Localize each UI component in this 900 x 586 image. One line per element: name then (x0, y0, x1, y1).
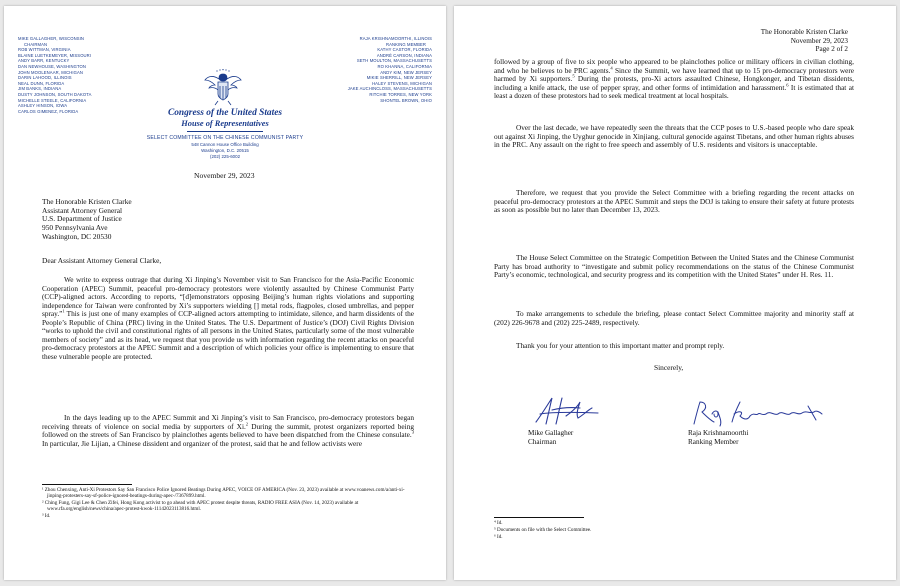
closing: Sincerely, (654, 363, 684, 372)
office-address-line: 548 Cannon House Office Building (191, 142, 259, 147)
letter-page-2 (454, 6, 896, 580)
footnotes-page-2 (494, 520, 854, 541)
footnote-6: ⁶ Id. (494, 533, 503, 540)
footnote-ref: 4 (610, 65, 613, 71)
office-city-line: Washington, D.C. 20515 (201, 147, 249, 153)
recipient-city: Washington, DC 20530 (42, 231, 112, 241)
committee-member-name: ROB WITTMAN, VIRGINIA (18, 47, 71, 53)
body-paragraph-continued (494, 58, 854, 101)
paragraph-text: It is estimated that at least a dozen of these protestors had to seek medical treatment at local hospitals. (494, 82, 854, 101)
signatory-right-title: Ranking Member (688, 437, 739, 446)
body-paragraph-7: Thank you for your attention to this important matter and prompt reply. (516, 341, 725, 350)
footnote-5: ⁵ Documents on file with the Select Committee. (494, 526, 592, 533)
committee-member-name: NEAL DUNN, FLORIDA (18, 80, 65, 86)
footnote-2: ² Ching Fung, Gigi Lee & Chen Zifei, Hong Kong activist to go ahead with APEC protest despite threats, RADIO FREE ASIA (Nov. 14, 2023) available at www.rfa.org/english/news/china/apec-protest-kwok-11142023113816.html. (42, 500, 359, 513)
committee-member-role: RANKING MEMBER (385, 41, 426, 47)
committee-member-name: ANDY KIM, NEW JERSEY (380, 69, 432, 75)
signatory-left-title: Chairman (528, 437, 557, 446)
footnote-ref: 3 (411, 429, 414, 435)
committee-member-name: MIKE GALLAGHER, WISCONSIN (18, 36, 85, 41)
signature-gallagher (532, 394, 602, 428)
signatory-right-name: Raja Krishnamoorthi (688, 429, 749, 437)
footnote-1: ¹ Zhou Chenxing, Anti-Xi Protestors Say San Francisco Police Ignored Beatings During APEC, VOICE OF AMERICA (Nov. 23, 2023) available at www.voanews.com/a/anti-xi-jinping-protesters-say-sf-police-ignored-beatings-during-apec-/7367899.html. (42, 487, 405, 500)
signatory-right (688, 429, 748, 446)
letter-date: November 29, 2023 (194, 171, 255, 180)
footnote-ref: 1 (62, 308, 65, 314)
body-paragraph-5: The House Select Committee on the Strategic Competition Between the United States and the Chinese Communist Party has broad authority to “investigate and submit policy recommendations on the status of the Chinese Communist Party’s economic, technological, and security progress and its competition with the United States” under H. Res. 11. (494, 253, 854, 280)
body-paragraph-4: Therefore, we request that you provide the Select Committee with a briefing regarding the recent attacks on peaceful pro-democracy protestors at the APEC Summit and steps the DOJ is taking to ensure their safety at future protests as soon as possible but no later than December 13, 2023. (494, 188, 854, 215)
footnote-3: ³ Id. (42, 513, 51, 520)
body-paragraph-3: Over the last decade, we have repeatedly seen the threats that the CCP poses to U.S.-based people who dare speak out against Xi Jinping, the Uyghur genocide in Xinjiang, cultural genocide against Tibetans, and other human rights abuses in the PRC. Any assault on the right to free speech and assembly of U.S. residents and visitors is unacceptable. (494, 123, 854, 150)
page-2-header (761, 28, 848, 54)
committee-member-name: CARLOS GIMENEZ, FLORIDA (18, 108, 79, 114)
office-phone: (202) 225-6002 (209, 153, 241, 159)
letter-page-1 (4, 6, 446, 580)
header-recipient: The Honorable Kristen Clarke (760, 28, 848, 36)
paragraph-text: followed by a group of five to six people who appeared to be plainclothes police or military officers in civilian clothing, and who he believes to be PRC agents. (494, 57, 854, 75)
recipient-title: Assistant Attorney General (42, 205, 123, 215)
paragraph-text: In the days leading up to the APEC Summit and Xi Jinping’s visit to San Francisco, pro-democracy protestors began receiving threats of violence on social media by supporters of Xi. (42, 413, 414, 431)
paragraph-text: We write to express outrage that during Xi Jinping’s November visit to San Francisco for the Asia-Pacific Economic Cooperation (APEC) Summit, peaceful pro-democracy protestors were violently assaulted by Chinese Communist Party (CCP)-aligned actors. According to reports, “[d]emonstrators opposing Beijing’s human rights violations and supporting independence for Taiwan were confronted by Xi’s supporters wielding [] metal rods, flagpoles, closed umbrellas, and pepper spray.” (42, 275, 414, 319)
recipient-street: 950 Pennsylvania Ave (42, 223, 108, 233)
committee-member-name: JIM BANKS, INDIANA (18, 86, 62, 92)
house-title: House of Representatives (181, 119, 269, 128)
committee-member-name: ANDRÉ CARSON, INDIANA (376, 52, 432, 58)
paragraph-text: During the summit, protest organizers reported being followed on the streets of San Francisco by plainclothes agents believed to have been dispatched from the Chinese consulate. (42, 421, 414, 440)
committee-name: SELECT COMMITTEE ON THE CHINESE COMMUNIST PARTY (146, 135, 304, 141)
body-paragraph-1 (42, 276, 414, 361)
footnote-divider (494, 517, 584, 518)
letterhead-divider (187, 131, 263, 132)
recipient-address-block (42, 198, 132, 242)
header-date: November 29, 2023 (790, 36, 848, 45)
letterhead-title-block (124, 108, 326, 159)
committee-member-name: SETH MOULTON, MASSACHUSETTS (356, 58, 432, 64)
committee-member-name: BLAINE LUETKEMEYER, MISSOURI (18, 52, 92, 58)
committee-member-role: CHAIRMAN (24, 41, 48, 47)
footnote-ref: 2 (245, 421, 249, 427)
committee-member-name: MIKIE SHERRILL, NEW JERSEY (366, 75, 432, 81)
committee-member-name: ASHLEY HINSON, IOWA (18, 103, 68, 109)
eagle-seal-icon (203, 68, 243, 106)
paragraph-text: Since the Summit, we have learned that up to 15 pro-democracy protestors were harmed by Xi supporters. (494, 65, 855, 84)
recipient-name: The Honorable Kristen Clarke (42, 197, 132, 206)
committee-member-name: ANDY BARR, KENTUCKY (18, 58, 70, 64)
committee-member-name: KATHY CASTOR, FLORIDA (377, 47, 432, 53)
committee-member-name: JOHN MOOLENAAR, MICHIGAN (18, 69, 83, 75)
paragraph-text: In particular, Jie Lijian, a Chinese dissident and organizer of the protest, said that he and fellow activists were (42, 438, 362, 448)
paragraph-text: This is just one of many examples of CCP-aligned actors attempting to intimidate, silence, and harm dissidents of the People’s Republic of China (PRC) living in the United States. The U.S. Department of Justice’s (DOJ) Civil Rights Division “works to uphold the civil and constitutional rights of all persons in the United States, particularly some of the most vulnerable members of society” and as its head, we request that you provide us with information regarding the recent attacks on peaceful pro-democracy protestors at the APEC Summit and a description of which policies your office is implementing to ensure that these vulnerable people are protected. (42, 309, 414, 361)
committee-member-name: DARIN LAHOOD, ILLINOIS (18, 75, 72, 81)
committee-member-name: MICHELLE STEELE, CALIFORNIA (18, 97, 87, 103)
footnote-divider (42, 484, 132, 485)
footnote-4: ⁴ Id. (494, 520, 503, 526)
committee-member-name: DAN NEWHOUSE, WASHINGTON (18, 63, 87, 69)
committee-member-name: JAKE AUCHINCLOSS, MASSACHUSETTS (347, 86, 432, 92)
congress-title: Congress of the United States (167, 108, 283, 118)
header-page-number: Page 2 of 2 (815, 45, 848, 54)
letterhead-majority-members (18, 36, 92, 114)
paragraph-text: During the protests, pro-Xi actors assaulted Chinese, Hongkonger, and Tibetan dissidents, including a knife attack, the use of pepper spray, and other forms of intimidation and harassment. (494, 74, 855, 92)
signature-krishnamoorthi (688, 398, 828, 428)
salutation: Dear Assistant Attorney General Clarke, (42, 256, 162, 265)
committee-member-name: RITCHIE TORRES, NEW YORK (369, 91, 432, 97)
letterhead-minority-members (348, 36, 432, 103)
signatory-left-name: Mike Gallagher (528, 429, 574, 437)
body-paragraph-6: To make arrangements to schedule the briefing, please contact Select Committee majority and minority staff at (202) 226-9678 and (202) 225-2489, respectively. (494, 309, 854, 327)
footnote-ref: 5 (572, 73, 575, 79)
body-paragraph-2 (42, 414, 414, 448)
committee-member-name: HALEY STEVENS, MICHIGAN (372, 80, 432, 86)
committee-member-name: DUSTY JOHNSON, SOUTH DAKOTA (18, 91, 92, 97)
signatory-left (528, 429, 573, 446)
footnotes-page-1 (42, 487, 414, 520)
committee-member-name: RAJA KRISHNAMOORTHI, ILLINOIS (359, 36, 432, 41)
footnote-ref: 6 (786, 82, 789, 88)
committee-member-name: RO KHANNA, CALIFORNIA (377, 63, 432, 69)
recipient-department: U.S. Department of Justice (42, 214, 122, 224)
committee-member-name: SHONTEL BROWN, OHIO (380, 97, 432, 103)
